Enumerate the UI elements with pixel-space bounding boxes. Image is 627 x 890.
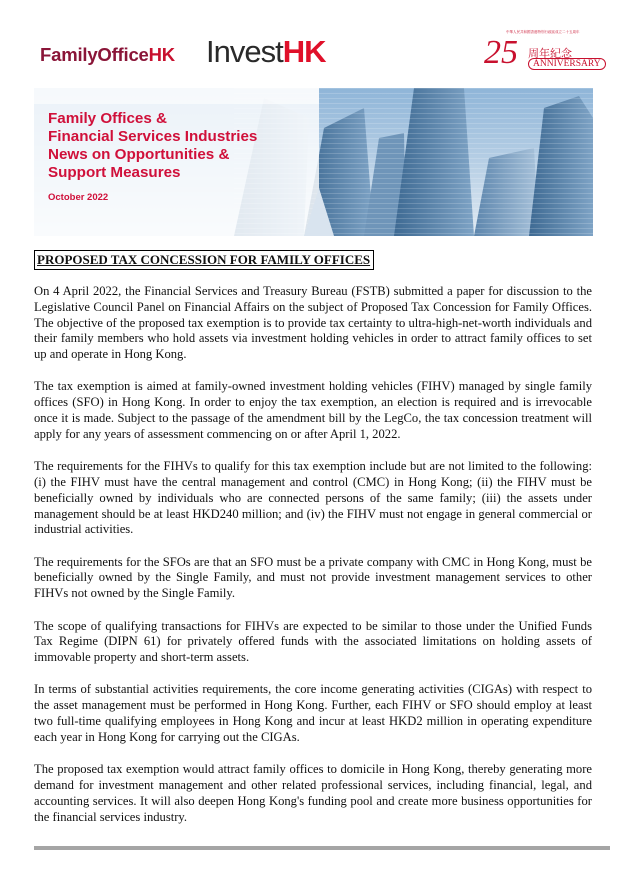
banner-text [48, 110, 257, 203]
article-paragraph: In terms of substantial activities requirements, the core income generating activities (CIGAs) with respect to the asset management must be performed in Hong Kong. Further, each FIHV or SFO should employ at least two full-time qualifying employees in Hong Kong and incur at least HKD2 million in operating expenditure each year in Hong Kong for carrying out the CIGAs. [34, 682, 592, 744]
newsletter-banner [34, 88, 593, 236]
banner-date: October 2022 [48, 192, 109, 203]
anniversary-number: 25 [484, 34, 518, 71]
article-paragraph: The requirements for the FIHVs to qualify for this tax exemption include but are not limited to the following: (i) the FIHV must have the central management and control (CMC) in Hong Kong; (ii) the FIHV must be beneficially owned by individuals who are connected persons of the same family; (iii) the assets under management should be at least HKD240 million; and (iv) the FIHV must not engage in general commercial or industrial activities. [34, 459, 592, 537]
article-paragraph: The scope of qualifying transactions for FIHVs are expected to be similar to those under the Unified Funds Tax Regime (DIPN 61) for privately offered funds with the associated limitations on holding assets of immovable property and short-term assets. [34, 618, 592, 665]
family-office-hk-logo [40, 44, 175, 66]
banner-title: Family Offices & Financial Services Industries News on Opportunities & Support Measures [48, 110, 258, 181]
anniversary-chinese: 周年紀念 [528, 47, 572, 60]
article-paragraph: The requirements for the SFOs are that an SFO must be a private company with CMC in Hong Kong, must be beneficially owned by the Single Family, and must not provide investment management services to other FIHVs not owned by the Single Family. [34, 554, 592, 601]
footer-divider [34, 846, 610, 850]
invest-hk-logo-text: Invest [206, 34, 283, 69]
family-office-logo-text: FamilyOffice [40, 44, 149, 65]
invest-hk-logo [206, 34, 326, 70]
article-paragraph: The tax exemption is aimed at family-owned investment holding vehicles (FIHV) managed by single family offices (SFO) in Hong Kong. In order to enjoy the tax exemption, an election is required and is irrevocable once it is made. Subject to the passage of the amendment bill by the LegCo, the tax concession treatment will apply for any years of assessment commencing on or after April 1, 2022. [34, 379, 592, 441]
anniversary-logo [484, 30, 601, 76]
article-paragraph: On 4 April 2022, the Financial Services and Treasury Bureau (FSTB) submitted a paper for discussion to the Legislative Council Panel on Financial Affairs on the subject of Proposed Tax Concession for Family Offices. The objective of the proposed tax exemption is to provide tax certainty to ultra-high-net-worth individuals and their family members who hold assets via investment holding vehicles in order to attract family offices to set up and operate in Hong Kong. [34, 284, 592, 362]
anniversary-english: ANNIVERSARY [528, 58, 606, 70]
article [34, 250, 592, 842]
header-logos [0, 0, 627, 90]
invest-hk-logo-hk: HK [282, 34, 326, 69]
anniversary-fine-print: 中華人民共和國香港特別行政區成立二十五周年 [506, 30, 580, 34]
family-office-logo-hk: HK [148, 44, 175, 65]
article-heading: PROPOSED TAX CONCESSION FOR FAMILY OFFICES [34, 250, 374, 270]
article-paragraph: The proposed tax exemption would attract family offices to domicile in Hong Kong, thereby generating more demand for investment management and other related professional services, including financial, legal, and accounting services. It will also deepen Hong Kong's funding pool and create more business opportunities for the financial services industry. [34, 762, 592, 824]
